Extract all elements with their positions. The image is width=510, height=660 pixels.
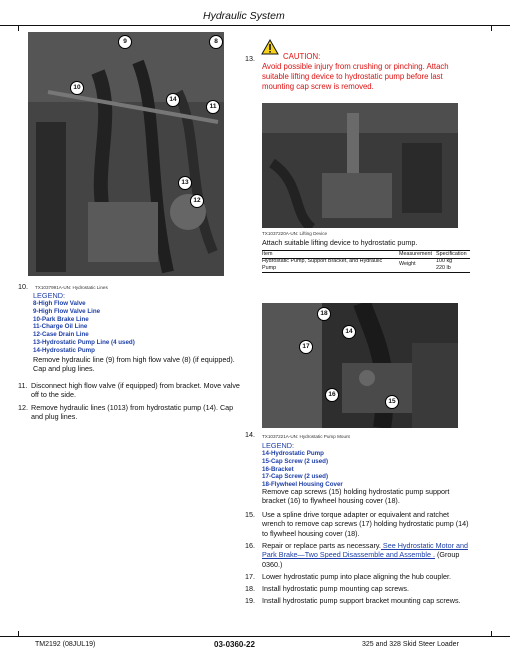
step12-number: 12.: [18, 403, 28, 412]
callout-16: 16: [325, 388, 339, 402]
step15-text: Use a spline drive torque adapter or equivalent and ratchet wrench to remove cap screws (17) holding hydrostatic pump (14) to flywheel housing cover (18).: [262, 510, 469, 538]
hydrostatic-motor-link[interactable]: See Hydrostatic Motor and Park Brake—Two Speed Disassemble and Assemble .: [262, 541, 469, 560]
caution-label: CAUTION:: [283, 52, 321, 61]
step19: [245, 596, 485, 606]
step11-text: Disconnect high flow valve (if equipped) from bracket. Move valve off to the side.: [31, 381, 240, 400]
step12-text: Remove hydraulic lines (1013) from hydrostatic pump (14). Cap and plug lines.: [31, 403, 234, 422]
step19-number: 19.: [245, 596, 255, 605]
legend-item: 14-Hydrostatic Pump: [262, 450, 324, 457]
lifting-device-illustration: [262, 103, 458, 228]
step15-number: 15.: [245, 510, 255, 519]
table-cell-measurement: Weight: [399, 261, 416, 268]
step18-text: Install hydrostatic pump mounting cap screws.: [262, 584, 410, 593]
callout-10: 10: [70, 81, 84, 95]
legend-item: 18-Flywheel Housing Cover: [262, 481, 343, 489]
legend-item: 12-Case Drain Line: [33, 331, 89, 339]
hydrostatic-lines-photo: [28, 32, 224, 276]
table-cell-item: Hydrostatic Pump, Support Bracket, and Hydraulic Pump: [262, 258, 383, 271]
step15: [245, 510, 472, 540]
header-tick-left: [18, 25, 19, 31]
header-tick-right: [491, 25, 492, 31]
step17: [245, 572, 472, 582]
legend-item: 11-Charge Oil Line: [33, 323, 88, 331]
legend-item: 10-Park Brake Line: [33, 315, 89, 323]
table-header-specification: Specification: [436, 250, 467, 257]
footer-tick-left: [18, 631, 19, 637]
photo1-caption: TX1037991A-UN: Hydrostatic Lines: [35, 285, 108, 290]
table-cell-spec-kg: 100 kg: [436, 258, 453, 265]
callout-15: 15: [385, 395, 399, 409]
step14-legend-title: LEGEND:: [262, 441, 295, 450]
callout-18: 18: [317, 307, 331, 321]
step10-legend-title: LEGEND:: [33, 291, 66, 300]
legend-item: 14-Hydrostatic Pump: [33, 346, 95, 354]
table-header-item: Item: [262, 250, 273, 257]
footer-page-number: 03-0360-22: [214, 640, 255, 649]
table-cell-spec-lb: 220 lb: [436, 264, 451, 271]
step14-number: 14.: [245, 430, 255, 439]
footer-tick-right: [491, 631, 492, 637]
legend-item: 15-Cap Screw (2 used): [262, 457, 329, 465]
step16-number: 16.: [245, 541, 255, 550]
pump-mount-caption: TX1037221A-UN: Hydrostatic Pump Mount: [262, 434, 350, 439]
lifting-device-caption: TX1037220A-UN: Lifting Device: [262, 231, 328, 236]
step10-text: Remove hydraulic line (9) from high flow valve (8) (if equipped). Cap and plug lines.: [33, 355, 235, 374]
step16-text: [262, 541, 472, 569]
footer-rule: [0, 636, 510, 637]
legend-item: 8-High Flow Valve: [33, 300, 86, 307]
pump-mount-illustration: [262, 303, 458, 428]
table-header-row: [262, 251, 470, 258]
step10-number: 10.: [18, 282, 28, 291]
step16-text-after: (Group 0360.): [262, 550, 460, 569]
legend-item: 16-Bracket: [262, 465, 294, 473]
callout-12: 12: [190, 194, 204, 208]
callout-14: 14: [342, 325, 356, 339]
step17-text: Lower hydrostatic pump into place aligning the hub coupler.: [262, 572, 451, 581]
step10-legend: [33, 300, 233, 355]
step16-text-before: Repair or replace parts as necessary.: [262, 541, 381, 550]
callout-17: 17: [299, 340, 313, 354]
step13-number: 13.: [245, 54, 255, 63]
callout-8: 8: [209, 35, 223, 49]
footer-doc-id: TM2192 (08JUL19): [35, 641, 96, 648]
caution-text: Avoid possible injury from crushing or pinching. Attach suitable lifting device to hydrostatic pump before last mounting cap screw is removed.: [262, 62, 449, 91]
table-row: [262, 258, 470, 272]
spec-table: [262, 250, 470, 273]
table-rule: [262, 272, 470, 273]
table-header-measurement: Measurement: [399, 250, 432, 257]
step17-number: 17.: [245, 572, 255, 581]
header-rule: [0, 25, 510, 26]
step11-number: 11.: [18, 381, 28, 390]
lifting-device-photo: [262, 103, 458, 228]
legend-item: 17-Cap Screw (2 used): [262, 473, 329, 481]
engine-bay-illustration: [28, 32, 224, 276]
callout-14: 14: [166, 93, 180, 107]
step16: [245, 541, 472, 571]
step18-number: 18.: [245, 584, 255, 593]
step14-text: Remove cap screws (15) holding hydrostatic pump support bracket (16) to flywheel housing cover (18).: [262, 487, 450, 506]
warning-triangle-icon: [261, 39, 279, 55]
step12: [18, 403, 240, 423]
step19-text: Install hydrostatic pump support bracket mounting cap screws.: [262, 596, 461, 605]
legend-item: 9-High Flow Valve Line: [33, 307, 101, 315]
pump-mount-photo: [262, 303, 458, 428]
step18: [245, 584, 472, 594]
step13-text: Attach suitable lifting device to hydrostatic pump.: [262, 238, 418, 247]
step14-legend: [262, 450, 472, 489]
page-title: Hydraulic System: [203, 10, 285, 22]
footer-product: 325 and 328 Skid Steer Loader: [362, 641, 459, 648]
callout-13: 13: [178, 176, 192, 190]
legend-item: 13-Hydrostatic Pump Line (4 used): [33, 338, 135, 346]
step11: [18, 381, 240, 401]
callout-9: 9: [118, 35, 132, 49]
callout-11: 11: [206, 100, 220, 114]
